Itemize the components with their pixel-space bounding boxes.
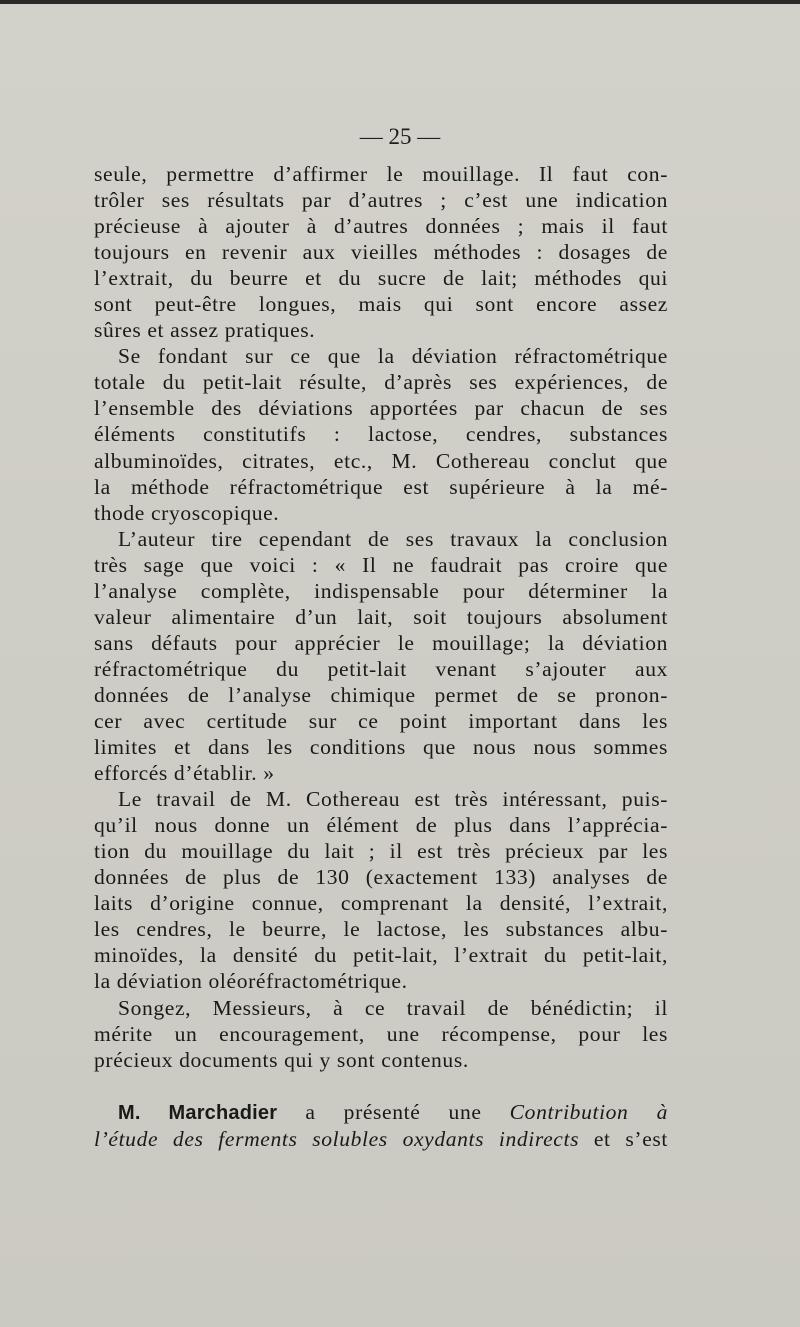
text-line: l’extrait, du beurre et du sucre de lait; méthodes qui bbox=[94, 266, 668, 291]
text-line: mérite un encouragement, une récompense, pour les bbox=[94, 1021, 668, 1046]
text-line: L’auteur tire cependant de ses travaux la conclusion bbox=[118, 526, 668, 551]
paragraph-gap bbox=[94, 1073, 668, 1099]
text-line: Songez, Messieurs, à ce travail de bénédictin; il bbox=[118, 995, 668, 1020]
text-line: données de l’analyse chimique permet de se pronon- bbox=[94, 682, 668, 707]
text-line: minoïdes, la densité du petit-lait, l’extrait du petit-lait, bbox=[94, 943, 668, 968]
text-line: cer avec certitude sur ce point important dans les bbox=[94, 708, 668, 733]
text-line: valeur alimentaire d’un lait, soit toujours absolument bbox=[94, 604, 668, 629]
text-line: la méthode réfractométrique est supérieure à la mé- bbox=[94, 474, 668, 499]
text-line bbox=[94, 1126, 668, 1152]
text-line: la déviation oléoréfractométrique. bbox=[94, 969, 408, 994]
text-line: précieux documents qui y sont contenus. bbox=[94, 1047, 469, 1072]
paragraph bbox=[94, 526, 668, 786]
text-line: éléments constitutifs : lactose, cendres, substances bbox=[94, 422, 668, 447]
paragraph bbox=[94, 786, 668, 994]
text-line: sûres et assez pratiques. bbox=[94, 318, 316, 343]
text-line: efforcés d’établir. » bbox=[94, 761, 275, 786]
text-line: l’ensemble des déviations apportées par chacun de ses bbox=[94, 396, 668, 421]
text-line: limites et dans les conditions que nous nous sommes bbox=[94, 735, 668, 760]
text-line: laits d’origine connue, comprenant la densité, l’extrait, bbox=[94, 891, 668, 916]
verb-phrase: a présenté une bbox=[305, 1099, 482, 1124]
author-name: M. Marchadier bbox=[118, 1101, 278, 1124]
paragraph bbox=[94, 995, 668, 1073]
text-line bbox=[94, 1099, 668, 1126]
text-line: Le travail de M. Cothereau est très intéressant, puis- bbox=[118, 787, 668, 812]
text-line: les cendres, le beurre, le lactose, les substances albu- bbox=[94, 917, 668, 942]
body-text bbox=[94, 161, 668, 1152]
text-line: très sage que voici : « Il ne faudrait pas croire que bbox=[94, 552, 668, 577]
text-line: qu’il nous donne un élément de plus dans l’apprécia- bbox=[94, 813, 668, 838]
text-line: trôler ses résultats par d’autres ; c’est une indication bbox=[94, 188, 668, 213]
paragraph-marchadier bbox=[94, 1099, 668, 1152]
text-line: toujours en revenir aux vieilles méthodes : dosages de bbox=[94, 240, 668, 265]
text-line: données de plus de 130 (exactement 133) analyses de bbox=[94, 865, 668, 890]
text-line: thode cryoscopique. bbox=[94, 500, 280, 525]
work-title-end: l’étude des ferments solubles oxydants indirects bbox=[94, 1126, 580, 1151]
text-line: réfractométrique du petit-lait venant s’ajouter aux bbox=[94, 656, 668, 681]
text-line: totale du petit-lait résulte, d’après ses expériences, de bbox=[94, 370, 668, 395]
page-number: — 25 — bbox=[359, 124, 441, 149]
text-line: précieuse à ajouter à d’autres données ; mais il faut bbox=[94, 214, 668, 239]
document-page bbox=[0, 4, 800, 1327]
text-line: l’analyse complète, indispensable pour déterminer la bbox=[94, 578, 668, 603]
text-line: Se fondant sur ce que la déviation réfractométrique bbox=[118, 344, 668, 369]
work-title-start: Contribution à bbox=[509, 1099, 668, 1124]
trailing-text: et s’est bbox=[593, 1126, 668, 1151]
text-line: sont peut-être longues, mais qui sont encore assez bbox=[94, 292, 668, 317]
paragraph bbox=[94, 161, 668, 343]
paragraph bbox=[94, 343, 668, 525]
text-line: albuminoïdes, citrates, etc., M. Cothereau conclut que bbox=[94, 448, 668, 473]
text-line: sans défauts pour apprécier le mouillage; la déviation bbox=[94, 630, 668, 655]
text-line: tion du mouillage du lait ; il est très précieux par les bbox=[94, 839, 668, 864]
text-line: seule, permettre d’affirmer le mouillage. Il faut con- bbox=[94, 162, 668, 186]
